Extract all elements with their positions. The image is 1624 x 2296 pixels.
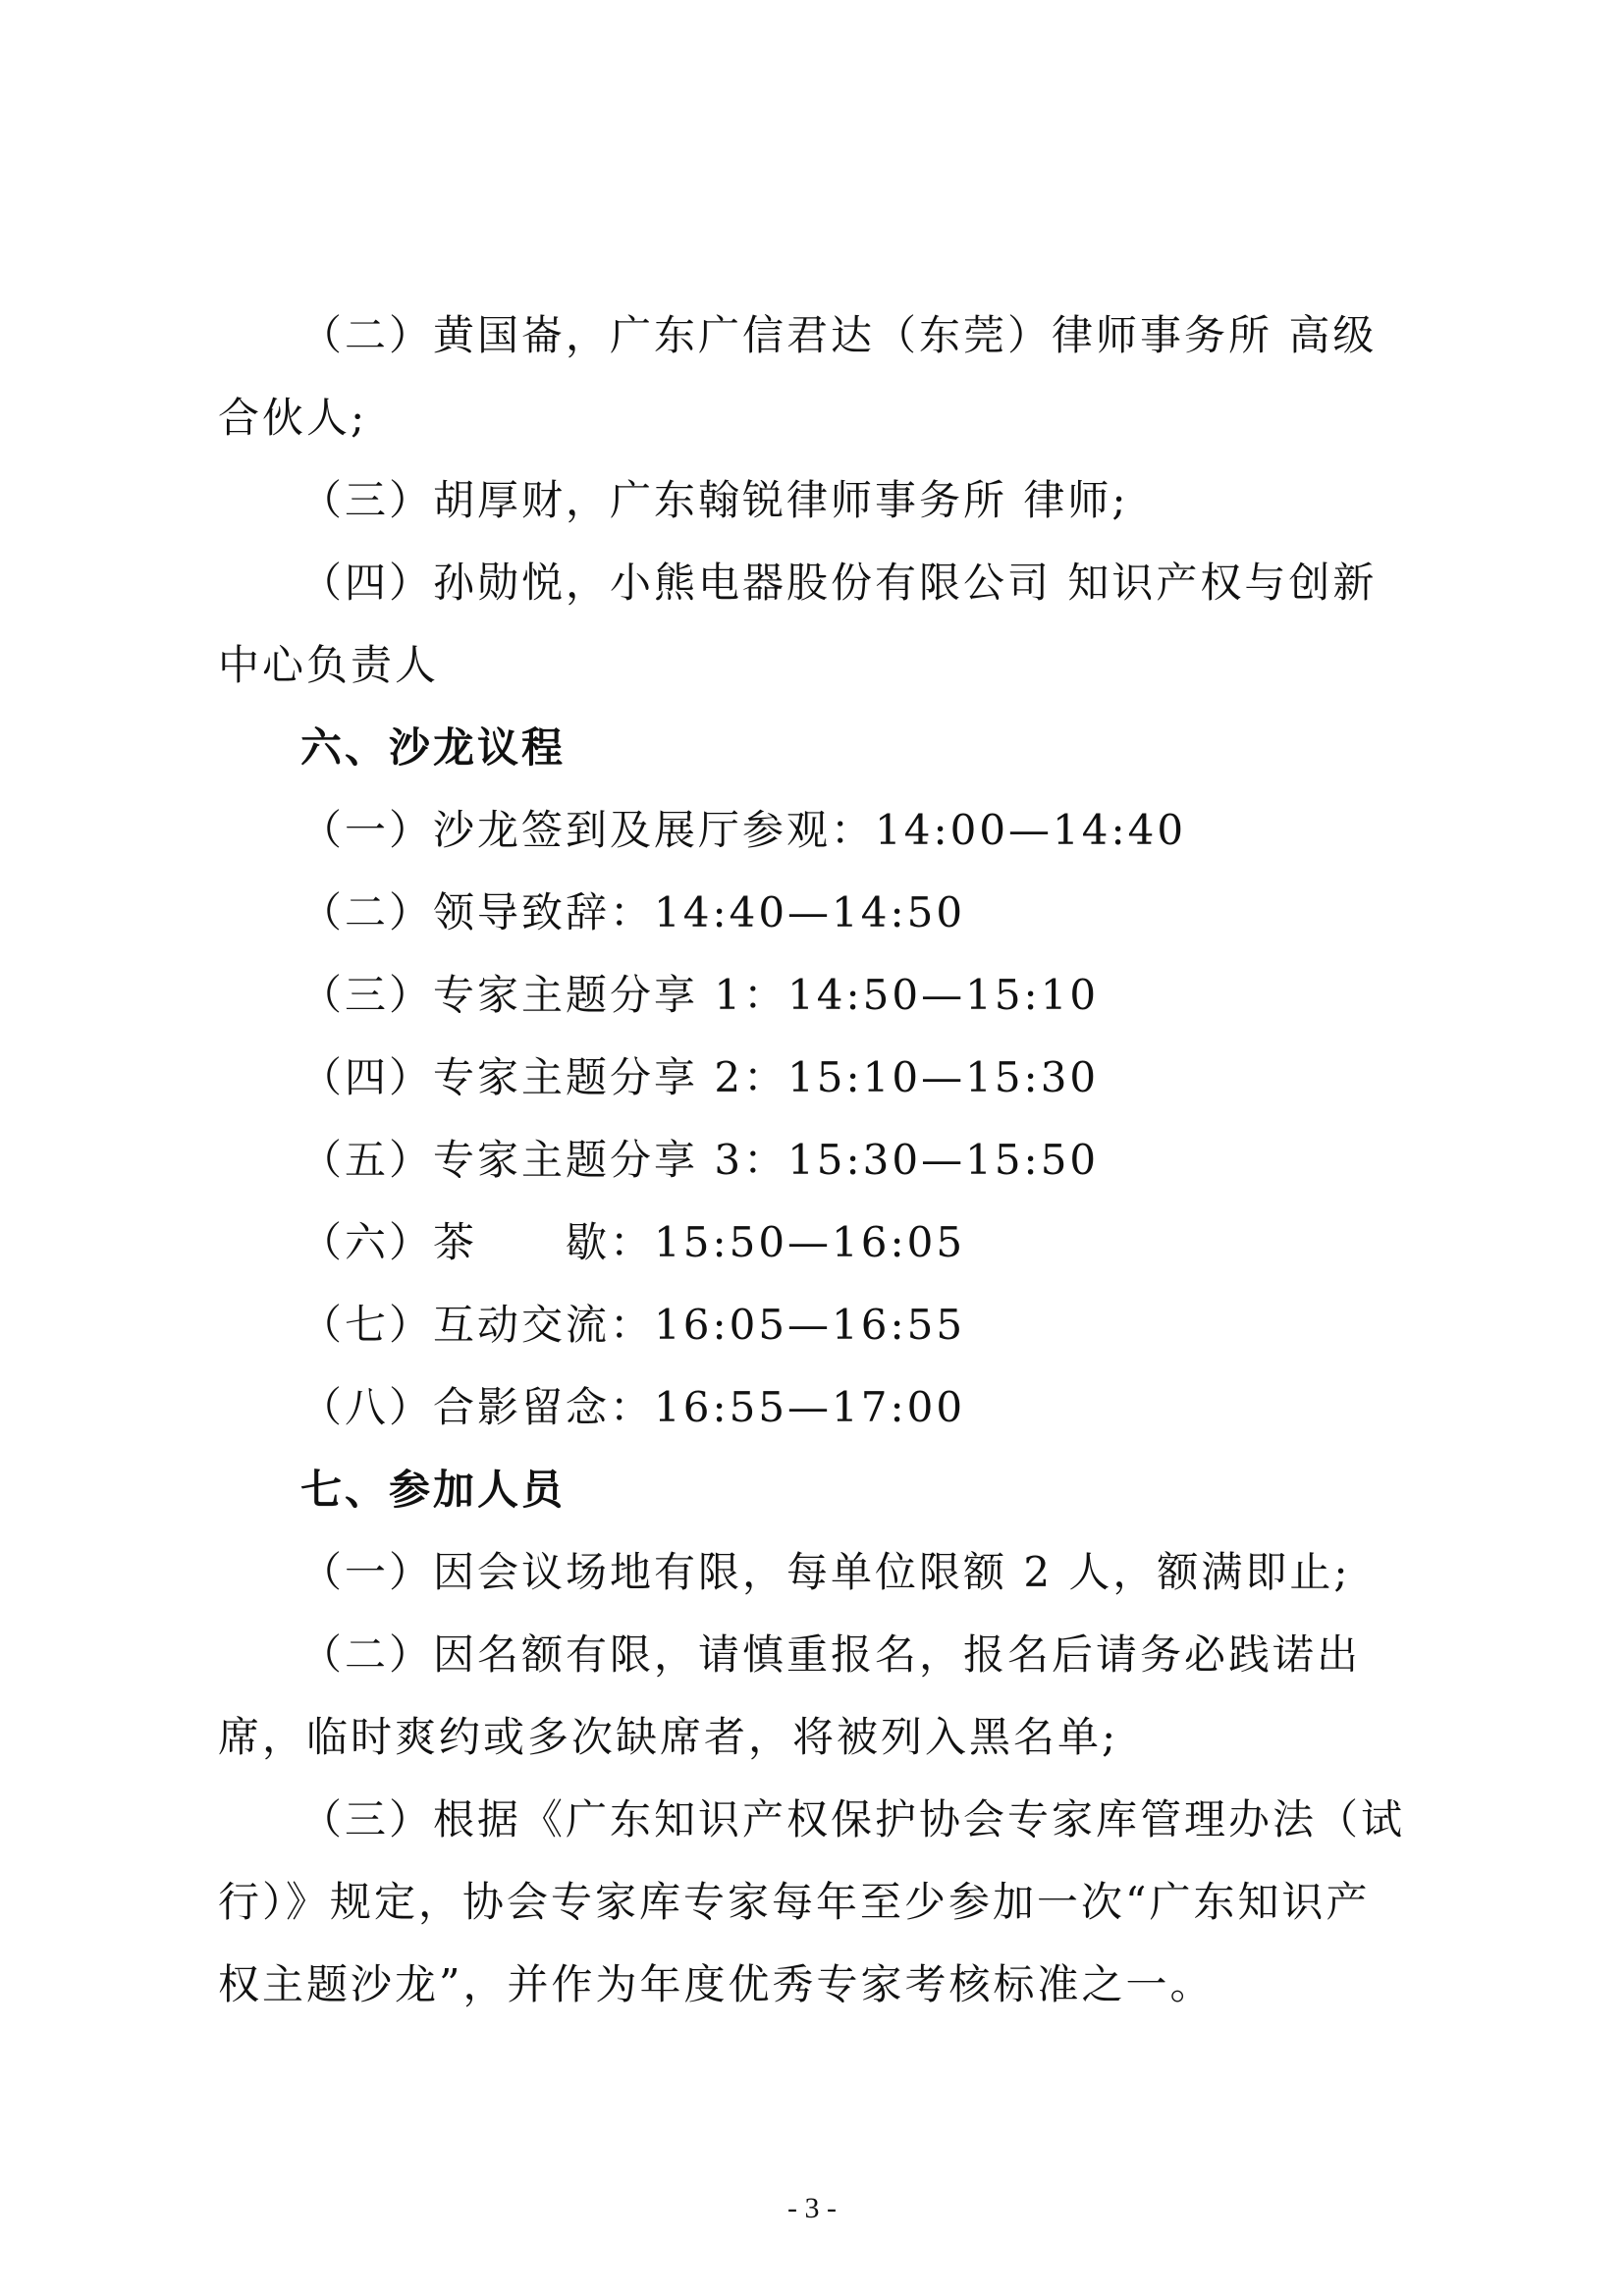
page-number: - 3 - bbox=[787, 2192, 837, 2224]
paragraph-speaker-4: （四）孙勋悦，小熊电器股份有限公司 知识产权与创新中心负责人 bbox=[218, 559, 1378, 689]
agenda-item-6: （六）茶 歇：15:50—16:05 bbox=[300, 1218, 966, 1266]
document-body bbox=[218, 294, 1411, 2026]
agenda-item-7: （七）互动交流：16:05—16:55 bbox=[300, 1301, 966, 1349]
agenda-item-1: （一）沙龙签到及展厅参观：14:00—14:40 bbox=[300, 806, 1187, 854]
section-heading-agenda: 六、沙龙议程 bbox=[300, 723, 567, 772]
section-heading-participants: 七、参加人员 bbox=[300, 1466, 567, 1514]
participant-rule-2: （二）因名额有限，请慎重报名，报名后请务必践诺出席，临时爽约或多次缺席者，将被列入黑名单; bbox=[218, 1630, 1362, 1761]
agenda-item-8: （八）合影留念：16:55—17:00 bbox=[300, 1383, 966, 1431]
participant-rule-3: （三）根据《广东知识产权保护协会专家库管理办法（试行）》规定，协会专家库专家每年至少参加一次“广东知识产权主题沙龙”，并作为年度优秀专家考核标准之一。 bbox=[218, 1795, 1406, 2008]
agenda-item-3: （三）专家主题分享 1：14:50—15:10 bbox=[300, 971, 1100, 1019]
agenda-item-2: （二）领导致辞：14:40—14:50 bbox=[300, 888, 966, 936]
agenda-item-4: （四）专家主题分享 2：15:10—15:30 bbox=[300, 1053, 1100, 1101]
paragraph-speaker-3: （三）胡厚财，广东翰锐律师事务所 律师; bbox=[300, 476, 1129, 524]
paragraph-speaker-2: （二）黄国崙，广东广信君达（东莞）律师事务所 高级合伙人; bbox=[218, 311, 1378, 442]
agenda-item-5: （五）专家主题分享 3：15:30—15:50 bbox=[300, 1136, 1100, 1184]
participant-rule-1: （一）因会议场地有限，每单位限额 2 人，额满即止; bbox=[300, 1548, 1351, 1596]
